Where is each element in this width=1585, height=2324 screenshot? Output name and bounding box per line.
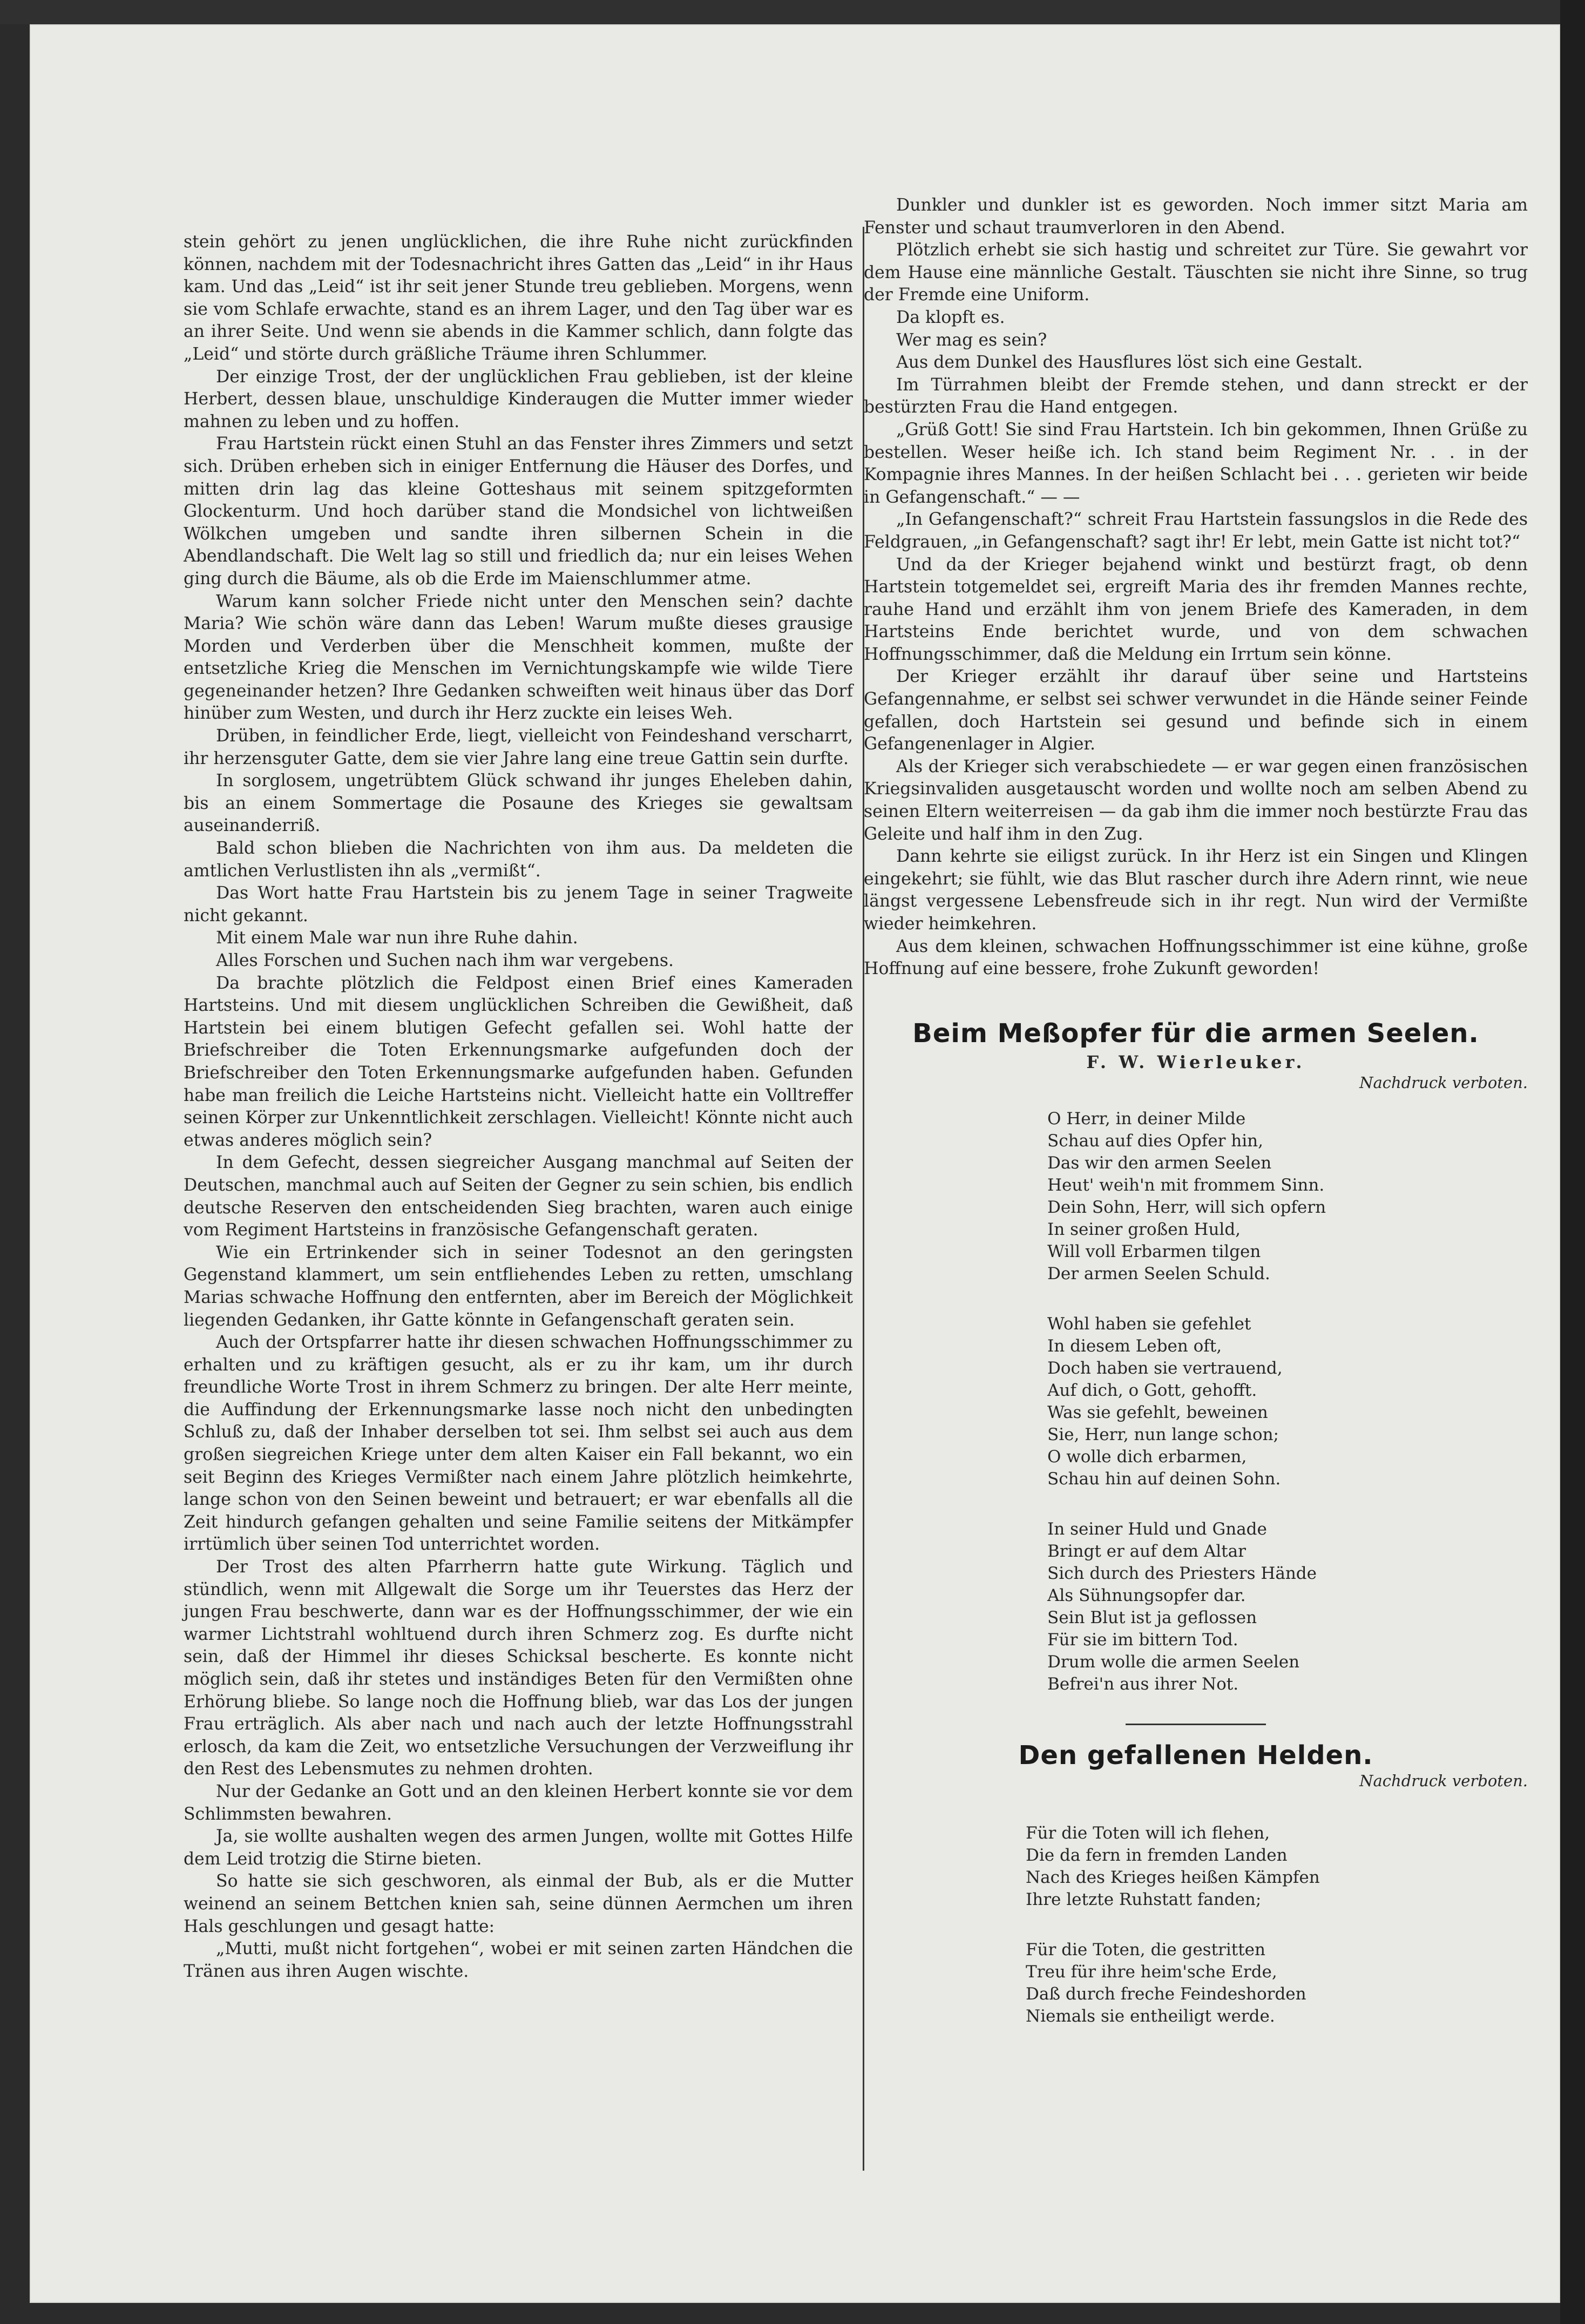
story-paragraph: Auch der Ortspfarrer hatte ihr diesen schwachen Hoffnungsschimmer zu erhalten und zu kräftigen gesucht, als er zu ihr kam, um ihr durch freundliche Worte Trost in ihrem Schmerz zu bringen. Der alte Herr meinte, die Auffindung der Erkennungsmarke lasse noch nicht den unbedingten Schluß zu, daß der Inhaber derselben tot sei. Ihm selbst sei auch aus dem großen siegreichen Kriege unter dem alten Kaiser ein Fall bekannt, wo ein seit Beginn des Krieges Vermißter nach einem Jahre plötzlich heimkehrte, lange schon von den Seinen beweint und betrauert; er war ebenfalls all die Zeit hindurch gefangen gehalten und seine Familie seitens der Mitkämpfer irrtümlich über seinen Tod unterrichtet worden. [184,1333,853,1555]
verse-line: Für sie im bittern Tod. [1047,1630,1238,1650]
story-paragraph: „In Gefangenschaft?“ schreit Frau Hartstein fassungslos in die Rede des Feldgrauen, „in Gefangenschaft? sagt ihr! Er lebt, mein Gatte ist nicht tot?“ [864,510,1528,552]
verse-line: In seiner Huld und Gnade [1047,1519,1267,1539]
scan-right-border [1560,0,1585,2324]
right-column [864,194,1528,2056]
story-paragraph: Alles Forschen und Suchen nach ihm war vergebens. [216,951,674,970]
story-paragraph: Nur der Gedanke an Gott und an den kleinen Herbert konnte sie vor dem Schlimmsten bewahren. [184,1781,853,1824]
story-paragraph: Da brachte plötzlich die Feldpost einen Brief eines Kameraden Hartsteins. Und mit diesem unglücklichen Schreiben die Gewißheit, daß Hartstein bei einem blutigen Gefecht gefallen sei. Wohl hatte der Briefschreiber die Toten Erkennungsmarke aufgefunden doch der Briefschreiber den Toten Erkennungsmarke aufgefunden haben. Gefunden habe man freilich die Leiche Hartsteins nicht. Vielleicht hatte ein Volltreffer seinen Körper zur Unkenntlichkeit zerschlagen. Vielleicht! Könnte nicht auch etwas anderes möglich sein? [184,973,853,1150]
verse-line: Was sie gefehlt, beweinen [1047,1402,1268,1422]
poem-author: F. W. Wierleuker. [1086,1051,1305,1072]
story-paragraph: So hatte sie sich geschworen, als einmal der Bub, als er die Mutter weinend an seinem Bettchen knien sah, seine dünnen Aermchen um ihren Hals geschlungen und gesagt hatte: [184,1872,853,1936]
verse-line: Sein Blut ist ja geflossen [1047,1607,1257,1627]
verse-line: In diesem Leben oft, [1047,1336,1222,1356]
verse-line: Bringt er auf dem Altar [1047,1541,1246,1561]
story-paragraph: Wie ein Ertrinkender sich in seiner Todesnot an den geringsten Gegenstand klammert, um sein entfliehendes Leben zu retten, umschlang Marias schwache Hoffnung den entfernten, aber im Bereich der Möglichkeit liegenden Gedanken, ihr Gatte könnte in Gefangenschaft geraten sein. [184,1242,853,1330]
verse-line: Heut' weih'n mit frommem Sinn. [1047,1175,1325,1195]
story-paragraph: Wer mag es sein? [896,330,1047,350]
story-paragraph: Drüben, in feindlicher Erde, liegt, vielleicht von Feindeshand verscharrt, ihr herzensguter Gatte, dem sie vier Jahre lang eine treue Gattin sein durfte. [184,726,853,768]
verse-line: Der armen Seelen Schuld. [1047,1264,1270,1283]
story-paragraph: Plötzlich erhebt sie sich hastig und schreitet zur Türe. Sie gewahrt vor dem Hause eine männliche Gestalt. Täuschten sie nicht ihre Sinne, so trug der Fremde eine Uniform. [864,240,1528,305]
story-paragraph: Im Türrahmen bleibt der Fremde stehen, und dann streckt er der bestürzten Frau die Hand entgegen. [864,375,1528,417]
verse-line: Die da fern in fremden Landen [1026,1845,1288,1865]
verse-line: Für die Toten will ich flehen, [1026,1823,1270,1843]
story-paragraph: Dann kehrte sie eiligst zurück. In ihr Herz ist ein Singen und Klingen eingekehrt; sie fühlt, wie das Blut rascher durch ihre Adern rinnt, wie neue längst vergessene Lebensfreude sich in ihr regt. Nun wird der Vermißte wieder heimkehren. [864,847,1528,934]
story-paragraph: Frau Hartstein rückt einen Stuhl an das Fenster ihres Zimmers und setzt sich. Drüben erheben sich in einiger Entfernung die Häuser des Dorfes, und mitten drin lag das kleine Gotteshaus mit seinem spitzgeformten Glockenturm. Und hoch darüber stand die Mondsichel von lichtweißen Wölkchen umgeben und sandte ihren silbernen Schein in die Abendlandschaft. Die Welt lag so still und friedlich da; nur ein leises Wehen ging durch die Bäume, als ob die Erde im Maienschlummer atme. [184,434,853,589]
story-paragraph: Aus dem kleinen, schwachen Hoffnungsschimmer ist eine kühne, große Hoffnung auf eine bessere, frohe Zukunft geworden! [864,936,1528,979]
verse-line: Befrei'n aus ihrer Not. [1047,1674,1239,1694]
verse-line: Das wir den armen Seelen [1047,1153,1272,1173]
story-paragraph: Der Trost des alten Pfarrherrn hatte gute Wirkung. Täglich und stündlich, wenn mit Allgewalt die Sorge um ihr Teuerstes das Herz der jungen Frau beschwerte, dann war es der Hoffnungsschimmer, der wie ein warmer Lichtstrahl wohltuend durch ihren Schmerz zog. Es durfte nicht sein, daß der Himmel ihr dieses Schicksal bescherte. Es konnte nicht möglich sein, daß ihr stetes und inständiges Beten für den Vermißten ohne Erhörung bliebe. So lange noch die Hoffnung blieb, war das Los der jungen Frau erträglich. Als aber nach und nach auch der letzte Hoffnungsstrahl erlosch, da kam die Zeit, wo entsetzliche Versuchungen der Verzweiflung ihr den Rest des Lebensmutes zu nehmen drohten. [184,1557,853,1779]
verse-line: Wohl haben sie gefehlet [1047,1314,1251,1334]
verse-line: Als Sühnungsopfer dar. [1047,1585,1246,1605]
verse-line: O Herr, in deiner Milde [1047,1109,1246,1129]
story-paragraph: Bald schon blieben die Nachrichten von ihm aus. Da meldeten die amtlichen Verlustlisten ihn als „vermißt“. [184,839,853,881]
poem-stanza [864,1518,1528,1695]
verse-line: Daß durch freche Feindeshorden [1026,1984,1306,2004]
reprint-notice: Nachdruck verboten. [1359,1073,1528,1092]
story-paragraph: „Mutti, mußt nicht fortgehen“, wobei er mit seinen zarten Händchen die Tränen aus ihren Augen wischte. [184,1939,853,1981]
verse-line: Will voll Erbarmen tilgen [1047,1241,1261,1261]
story-paragraph: Und da der Krieger bejahend winkt und bestürzt fragt, ob denn Hartstein totgemeldet sei, ergreift Maria des ihr fremden Mannes rechte, rauhe Hand und erzählt ihm von jenem Briefe des Kameraden, in dem Hartsteins Ende berichtet wurde, und von dem schwachen Hoffnungsschimmer, daß die Meldung ein Irrtum sein könne. [864,555,1528,664]
poem-stanza [864,1108,1528,1285]
verse-line: Auf dich, o Gott, gehofft. [1047,1380,1257,1400]
story-paragraph: Aus dem Dunkel des Hausflures löst sich eine Gestalt. [896,353,1363,373]
verse-line: Schau auf dies Opfer hin, [1047,1131,1263,1151]
verse-line: Schau hin auf deinen Sohn. [1047,1469,1281,1489]
poem-title: Beim Meßopfer für die armen Seelen. [912,1018,1479,1049]
verse-line: In seiner großen Huld, [1047,1219,1241,1239]
story-paragraph: Das Wort hatte Frau Hartstein bis zu jenem Tage in seiner Tragweite nicht gekannt. [184,883,853,925]
story-paragraph: Da klopft es. [896,307,1005,327]
verse-line: Nach des Krieges heißen Kämpfen [1026,1867,1320,1887]
reprint-notice: Nachdruck verboten. [1359,1771,1528,1790]
story-paragraph: stein gehört zu jenen unglücklichen, die ihre Ruhe nicht zurückfinden können, nachdem mit der Todesnachricht ihres Gatten das „Leid“ in ihr Haus kam. Und das „Leid“ ist ihr seit jener Stunde treu geblieben. Morgens, wenn sie vom Schlafe erwachte, stand es an ihrem Lager, und den Tag über war es an ihrer Seite. Und wenn sie abends in die Kammer schlich, dann folgte das „Leid“ und störte durch gräßliche Träume ihren Schlummer. [184,232,853,364]
story-paragraph: Dunkler und dunkler ist es geworden. Noch immer sitzt Maria am Fenster und schaut traumverloren in den Abend. [864,195,1528,238]
story-paragraph: Mit einem Male war nun ihre Ruhe dahin. [216,928,578,948]
scan-top-border [0,0,1585,24]
verse-line: Ihre letzte Ruhstatt fanden; [1026,1889,1262,1909]
verse-line: Treu für ihre heim'sche Erde, [1026,1962,1277,1982]
poem-stanza [864,1822,1528,1911]
verse-line: Sich durch des Priesters Hände [1047,1563,1317,1583]
story-paragraph: Der Krieger erzählt ihr darauf über seine und Hartsteins Gefangennahme, er selbst sei schwer verwundet in die Hände seiner Feinde gefallen, doch Hartstein sei gesund und befinde sich in einem Gefangenenlager in Algier. [864,667,1528,754]
verse-line: Doch haben sie vertrauend, [1047,1358,1283,1378]
verse-line: Drum wolle die armen Seelen [1047,1652,1300,1672]
story-paragraph: Ja, sie wollte aushalten wegen des armen Jungen, wollte mit Gottes Hilfe dem Leid trotzig die Stirne bieten. [184,1827,853,1869]
poem-title: Den gefallenen Helden. [1018,1740,1373,1771]
verse-line: Für die Toten, die gestritten [1026,1940,1265,1960]
section-divider [1126,1724,1266,1725]
verse-line: Niemals sie entheiligt werde. [1026,2006,1275,2026]
verse-line: Dein Sohn, Herr, will sich opfern [1047,1197,1326,1217]
story-paragraph: In sorglosem, ungetrübtem Glück schwand ihr junges Eheleben dahin, bis an einem Sommertage die Posaune des Krieges sie gewaltsam auseinanderriß. [184,771,853,836]
poem-stanza [864,1313,1528,1490]
verse-line: O wolle dich erbarmen, [1047,1447,1247,1467]
story-paragraph: In dem Gefecht, dessen siegreicher Ausgang manchmal auf Seiten der Deutschen, manchmal auch auf Seiten der Gegner zu sein schien, bis endlich deutsche Reserven den entscheidenden Sieg brachten, waren auch einige vom Regiment Hartsteins in französische Gefangenschaft geraten. [184,1153,853,1240]
story-paragraph: Warum kann solcher Friede nicht unter den Menschen sein? dachte Maria? Wie schön wäre dann das Leben! Warum mußte dieses grausige Morden und Verderben über die Menschheit kommen, mußte der entsetzliche Krieg die Menschen im Vernichtungskampfe wie wilde Tiere gegeneinander hetzen? Ihre Gedanken schweiften weit hinaus über das Dorf hinüber zum Westen, und durch ihr Herz zuckte ein leises Weh. [184,591,853,724]
story-paragraph: Der einzige Trost, der der unglücklichen Frau geblieben, ist der kleine Herbert, dessen blaue, unschuldige Kinderaugen die Mutter immer wieder mahnen zu leben und zu hoffen. [184,367,853,431]
story-paragraph: „Grüß Gott! Sie sind Frau Hartstein. Ich bin gekommen, Ihnen Grüße zu bestellen. Weser heiße ich. Ich stand beim Regiment Nr. . . in der Kompagnie ihres Mannes. In der heißen Schlacht bei . . . gerieten wir beide in Gefangenschaft.“ — — [864,420,1528,507]
left-column [184,231,853,1983]
poem-stanza [864,1939,1528,2028]
verse-line: Sie, Herr, nun lange schon; [1047,1424,1279,1444]
story-paragraph: Als der Krieger sich verabschiedete — er war gegen einen französischen Kriegsinvaliden ausgetauscht worden und wollte noch am selben Abend zu seinen Eltern weiterreisen — da gab ihm die immer noch bestürzte Frau das Geleite und half ihm in den Zug. [864,756,1528,844]
